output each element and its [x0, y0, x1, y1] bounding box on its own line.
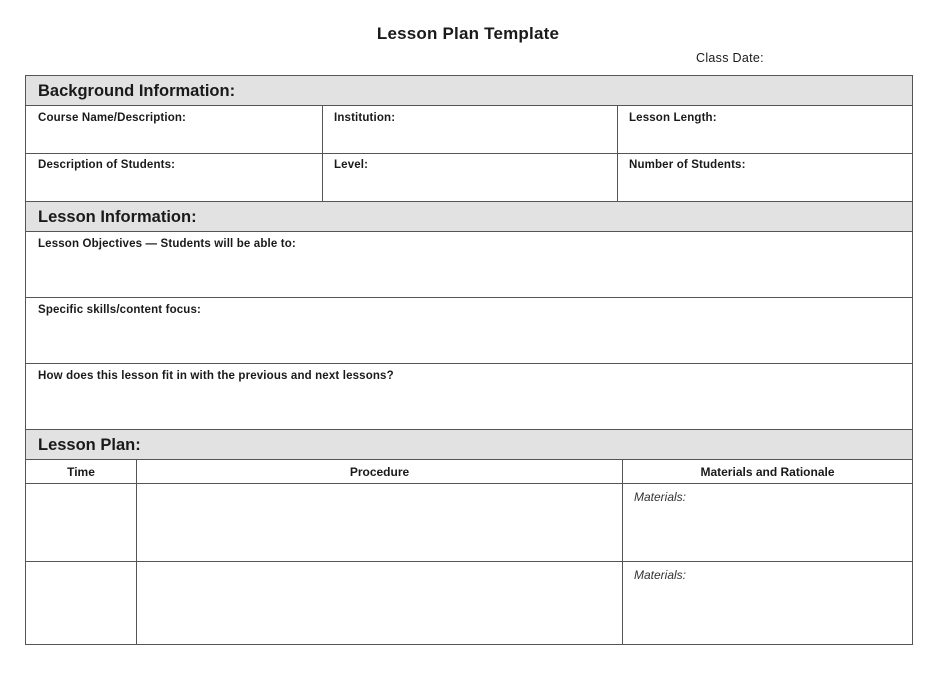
- students-description-field-label: Description of Students:: [38, 159, 176, 171]
- time-column-header: Time: [67, 465, 95, 479]
- materials-column-header: Materials and Rationale: [700, 465, 835, 479]
- materials-field-label: Materials:: [634, 568, 687, 582]
- class-date-label: Class Date:: [696, 51, 764, 65]
- lesson-info-heading: Lesson Information:: [26, 202, 912, 232]
- divider: [136, 460, 137, 644]
- divider: [622, 460, 623, 644]
- objectives-field-label: Lesson Objectives — Students will be able to:: [38, 238, 296, 250]
- divider: [26, 483, 912, 484]
- level-field-label: Level:: [334, 159, 369, 171]
- lesson-plan-form: [25, 75, 913, 645]
- number-of-students-field-label: Number of Students:: [629, 159, 746, 171]
- lesson-length-field-label: Lesson Length:: [629, 112, 717, 124]
- divider: [26, 561, 912, 562]
- institution-field-label: Institution:: [334, 112, 396, 124]
- materials-field-label: Materials:: [634, 490, 687, 504]
- divider: [26, 153, 912, 154]
- course-name-field-label: Course Name/Description:: [38, 112, 187, 124]
- procedure-column-header: Procedure: [349, 465, 410, 479]
- skills-focus-field-label: Specific skills/content focus:: [38, 304, 201, 316]
- divider: [26, 363, 912, 364]
- divider: [26, 297, 912, 298]
- page-title: Lesson Plan Template: [376, 24, 560, 43]
- background-info-heading: Background Information:: [26, 76, 912, 106]
- lesson-plan-heading: Lesson Plan:: [26, 430, 912, 460]
- lesson-fit-field-label: How does this lesson fit in with the previous and next lessons?: [38, 370, 394, 382]
